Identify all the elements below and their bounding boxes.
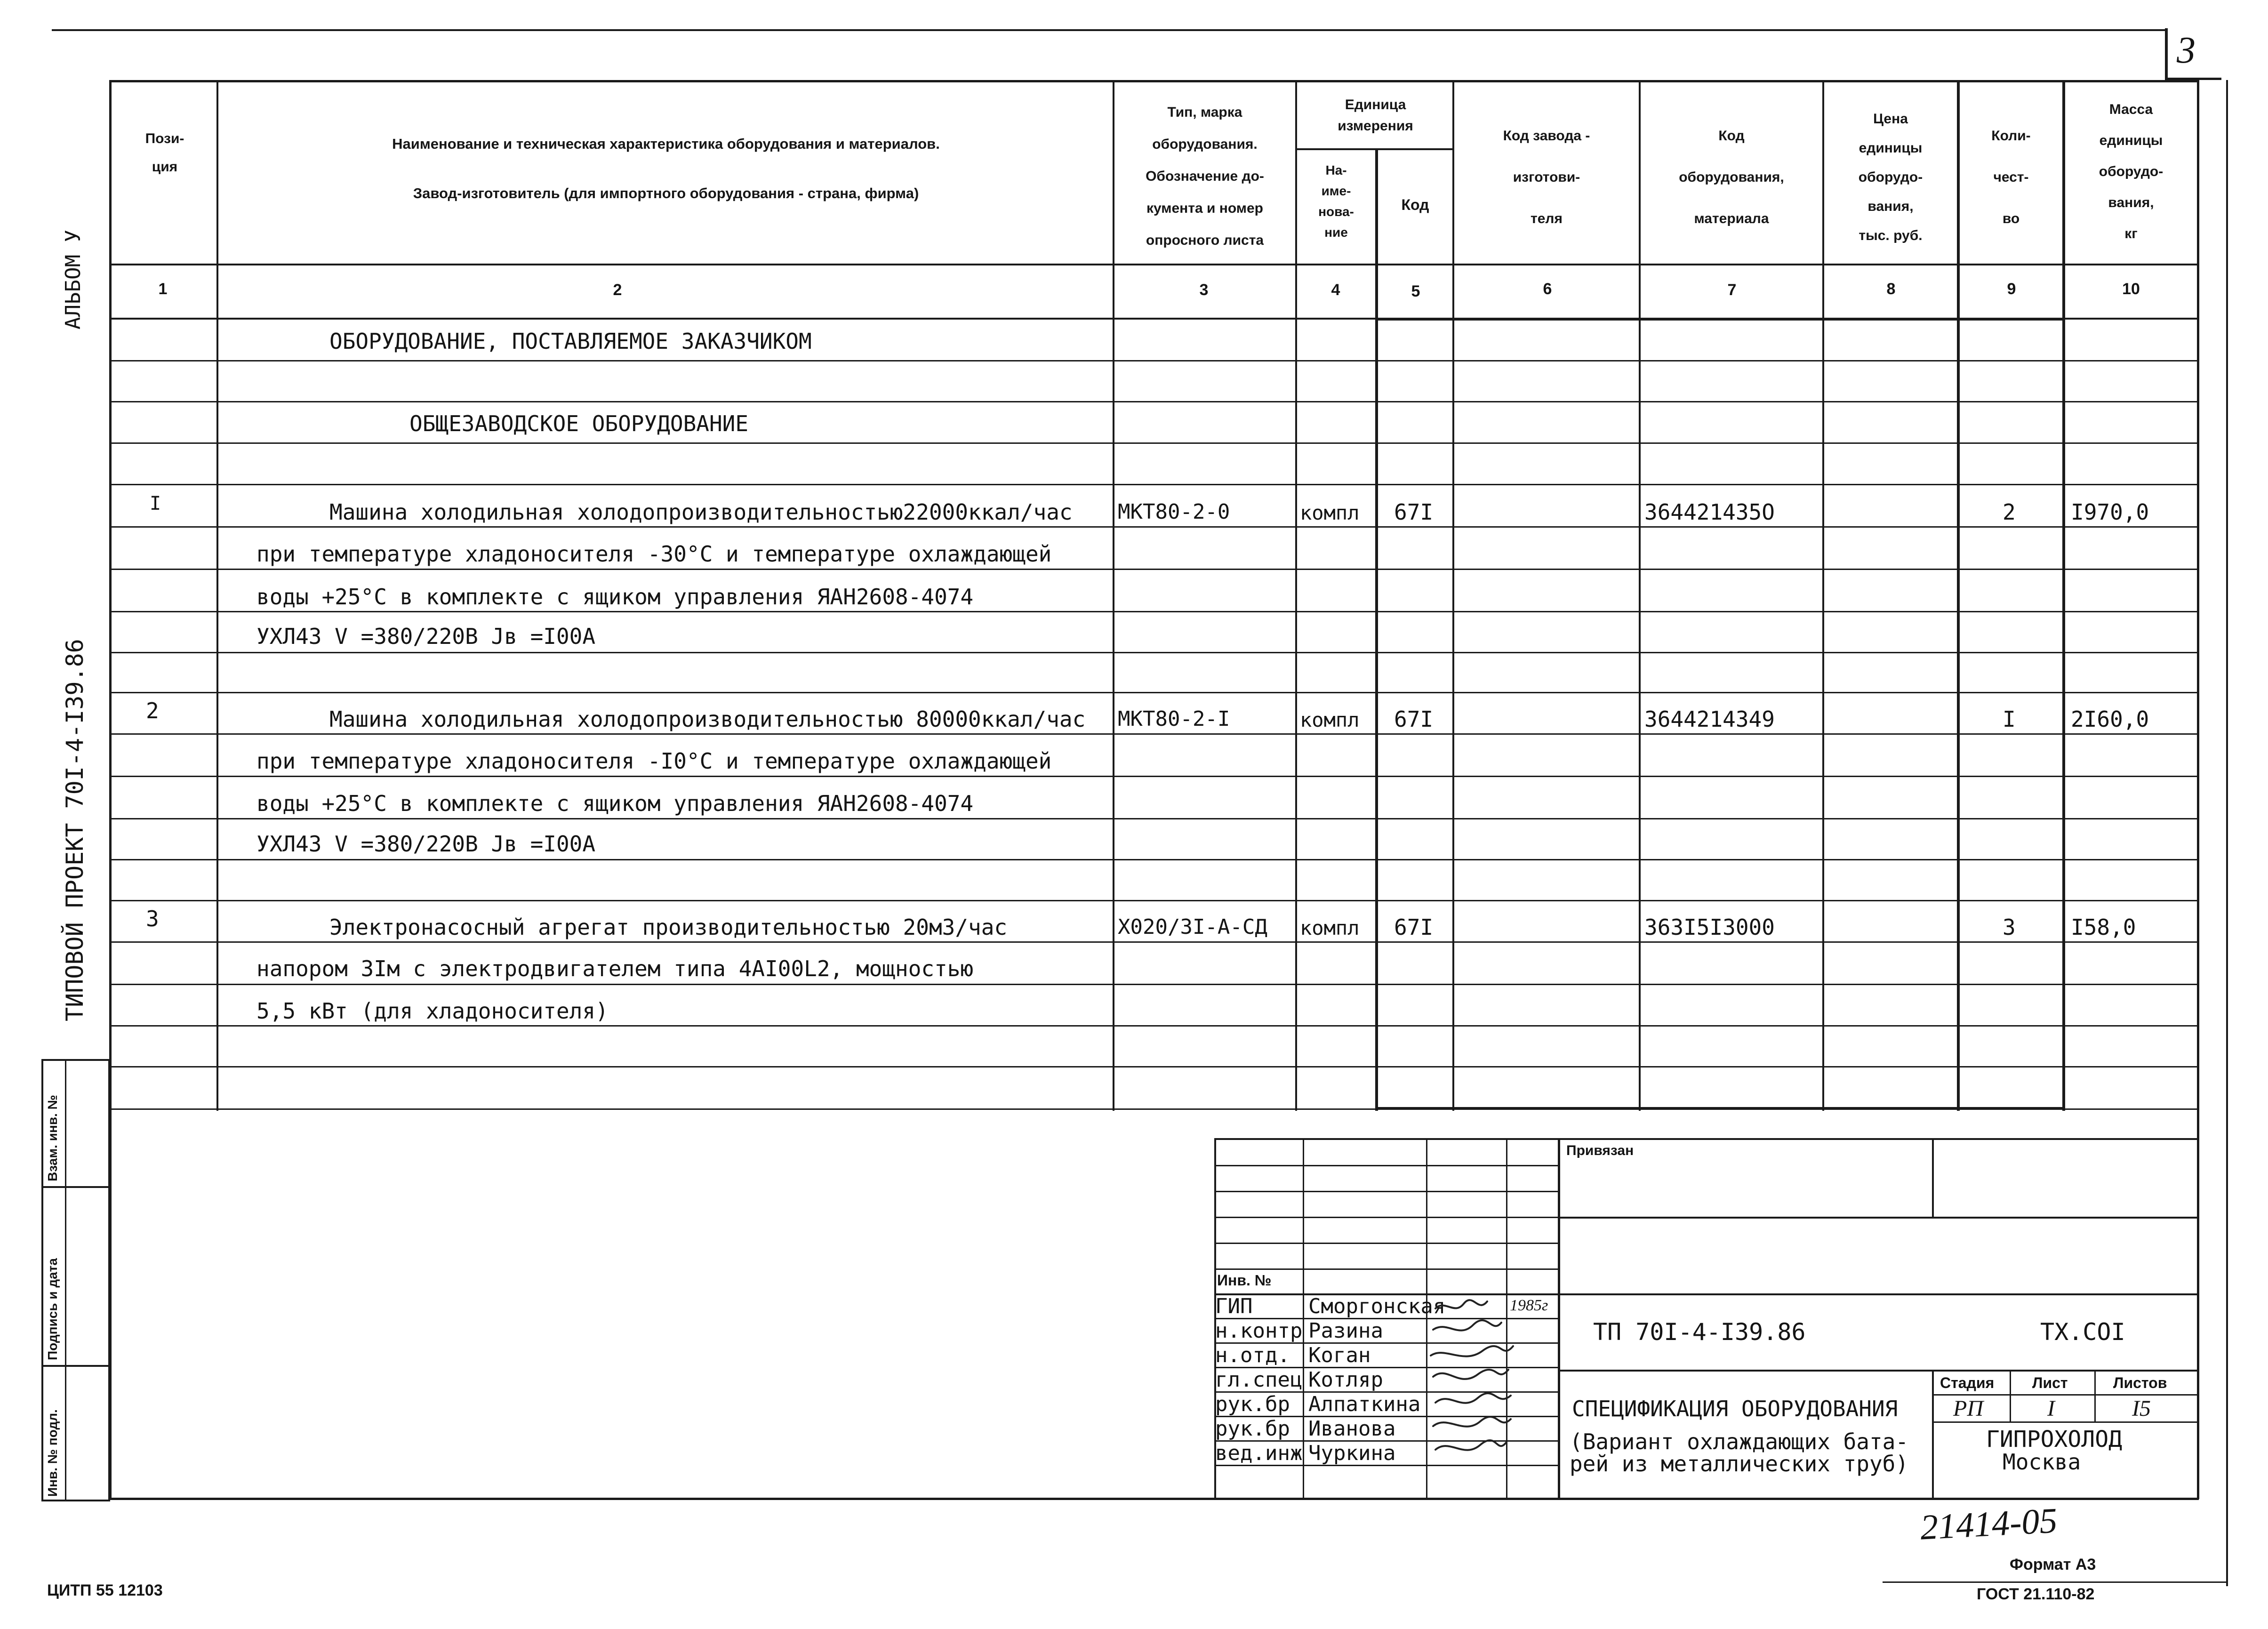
staff-name: Коган: [1308, 1343, 1371, 1367]
staff-role: рук.бр: [1215, 1417, 1290, 1441]
item-position: 3: [146, 906, 159, 931]
project-label: ТИПОВОЙ ПРОЕКТ 70I-4-I39.86: [61, 639, 88, 1021]
inv-no-label: Инв. №: [1217, 1272, 1272, 1289]
header-name-line1: Наименование и техническая характеристика оборудования и материалов.: [392, 136, 940, 152]
staff-name: Иванова: [1308, 1417, 1396, 1441]
sheet-number: 3: [2177, 30, 2196, 71]
item-line: Электронасосный агрегат производительностью 20м3/час: [329, 915, 1008, 940]
item-mass: 2I60,0: [2071, 706, 2149, 732]
sheet-value: I: [2047, 1396, 2055, 1421]
item-line: при температуре хладоносителя -I0°С и температуре охлаждающей: [256, 748, 1052, 774]
staff-role: н.отд.: [1215, 1343, 1290, 1367]
item-unit-code: 67I: [1394, 915, 1434, 940]
album-label: АЛЬБОМ У: [61, 230, 85, 329]
col-number: 1: [158, 280, 168, 298]
item-type: МКТ80-2-I: [1118, 707, 1230, 731]
item-code: 3644214349: [1644, 706, 1775, 732]
header-mass: Масса единицы оборудо- вания, кг: [2099, 102, 2164, 241]
item-line: воды +25°С в комплекте с ящиком управления ЯАН2608-4074: [256, 791, 974, 816]
stage-value: РП: [1953, 1396, 1983, 1421]
staff-name: Сморгонская: [1308, 1294, 1446, 1318]
handwritten-number: 21414-05: [1919, 1501, 2059, 1548]
staff-role: вед.инж: [1215, 1441, 1303, 1465]
item-mass: I58,0: [2071, 915, 2136, 940]
org-name: ГИПРОХОЛОД: [1986, 1426, 2122, 1452]
doc-title-line3: рей из металлических труб): [1570, 1451, 1909, 1477]
item-unit-code: 67I: [1394, 706, 1434, 732]
item-code: 364421435О: [1644, 499, 1775, 525]
header-position: Пози- ция: [145, 131, 184, 175]
section-title: ОБОРУДОВАНИЕ, ПОСТАВЛЯЕМОЕ ЗАКАЗЧИКОМ: [329, 329, 812, 354]
item-line: Машина холодильная холодопроизводительностью 80000ккал/час: [329, 706, 1086, 732]
item-line: УХЛ4З V =380/220В Jв =I00А: [256, 624, 596, 649]
stamp-vzam: Взам. инв. №: [45, 1095, 60, 1181]
subsection-title: ОБЩЕЗАВОДСКОЕ ОБОРУДОВАНИЕ: [409, 411, 749, 436]
header-factory-code: Код завода - изготови- теля: [1503, 128, 1590, 226]
signatures-graphic: [1426, 1294, 1515, 1473]
item-code: 363I5I3000: [1644, 915, 1775, 940]
header-unit-name: На- име- нова- ние: [1318, 163, 1354, 240]
item-unit-code: 67I: [1394, 499, 1434, 525]
col-number: 3: [1199, 281, 1209, 299]
col-number: 8: [1886, 280, 1896, 298]
staff-name: Алпаткина: [1308, 1392, 1421, 1416]
staff-role: н.контр: [1215, 1319, 1303, 1343]
item-type: МКТ80-2-0: [1118, 500, 1230, 524]
doc-mark: ТХ.СОI: [2040, 1318, 2125, 1346]
col-number: 2: [613, 281, 622, 299]
item-type: Х020/3I-А-СД: [1118, 915, 1267, 939]
col-number: 10: [2122, 280, 2140, 298]
col-number: 6: [1543, 280, 1552, 298]
item-position: I: [150, 493, 161, 514]
header-quantity: Коли- чест- во: [1991, 128, 2031, 226]
item-unit: компл: [1300, 916, 1360, 939]
item-line: УХЛ4З V =380/220В Jв =I00А: [256, 831, 596, 857]
doc-title-line1: СПЕЦИФИКАЦИЯ ОБОРУДОВАНИЯ: [1572, 1396, 1898, 1421]
header-equipment-code: Код оборудования, материала: [1679, 128, 1784, 226]
item-position: 2: [146, 698, 159, 723]
staff-role: рук.бр: [1215, 1392, 1290, 1416]
item-unit: компл: [1300, 501, 1360, 524]
header-unit-code: Код: [1401, 196, 1429, 213]
sheet-label: Лист: [2032, 1374, 2068, 1391]
item-quantity: 2: [2003, 499, 2016, 525]
item-quantity: 3: [2003, 915, 2016, 940]
header-name-line2: Завод-изготовитель (для импортного оборудования - страна, фирма): [413, 185, 919, 201]
stage-label: Стадия: [1940, 1374, 1995, 1391]
staff-role: гл.спец: [1215, 1368, 1303, 1392]
col-number: 7: [1727, 281, 1737, 299]
org-city: Москва: [2003, 1449, 2081, 1475]
header-price: Цена единицы оборудо- вания, тыс. руб.: [1858, 111, 1923, 243]
staff-role: ГИП: [1215, 1294, 1253, 1318]
printer-label: ЦИТП 55 12103: [47, 1581, 163, 1599]
item-unit: компл: [1300, 708, 1360, 731]
format-label: Формат А3: [2010, 1556, 2096, 1573]
item-mass: I970,0: [2071, 499, 2149, 525]
item-line: воды +25°С в комплекте с ящиком управления ЯАН2608-4074: [256, 584, 974, 610]
staff-name: Котляр: [1308, 1368, 1383, 1392]
doc-title-line2: (Вариант охлаждающих бата-: [1570, 1429, 1909, 1454]
staff-date: 1985г: [1510, 1297, 1548, 1314]
item-quantity: I: [2003, 706, 2016, 732]
privyazan-label: Привязан: [1566, 1143, 1634, 1158]
item-line: при температуре хладоносителя -30°С и температуре охлаждающей: [256, 541, 1052, 567]
sheets-value: I5: [2132, 1396, 2151, 1421]
item-line: Машина холодильная холодопроизводительностью22000ккал/час: [329, 499, 1073, 525]
gost-label: ГОСТ 21.110-82: [1977, 1585, 2095, 1603]
stamp-inv-podl: Инв. № подл.: [45, 1409, 60, 1497]
item-line: напором 3Iм с электродвигателем типа 4АI00L2, мощностью: [256, 956, 974, 981]
staff-name: Разина: [1308, 1319, 1383, 1343]
sheets-label: Листов: [2113, 1374, 2167, 1391]
col-number: 5: [1411, 282, 1420, 300]
doc-code: ТП 70I-4-I39.86: [1593, 1318, 1806, 1346]
header-type: Тип, марка оборудования. Обозначение до- кумента и номер опросного листа: [1146, 104, 1264, 248]
col-number: 9: [2007, 280, 2016, 298]
staff-name: Чуркина: [1308, 1441, 1396, 1465]
col-number: 4: [1331, 281, 1340, 299]
stamp-podpis: Подпись и дата: [45, 1258, 60, 1360]
header-unit-group: Единица измерения: [1338, 97, 1413, 134]
item-line: 5,5 кВт (для хладоносителя): [256, 998, 609, 1024]
